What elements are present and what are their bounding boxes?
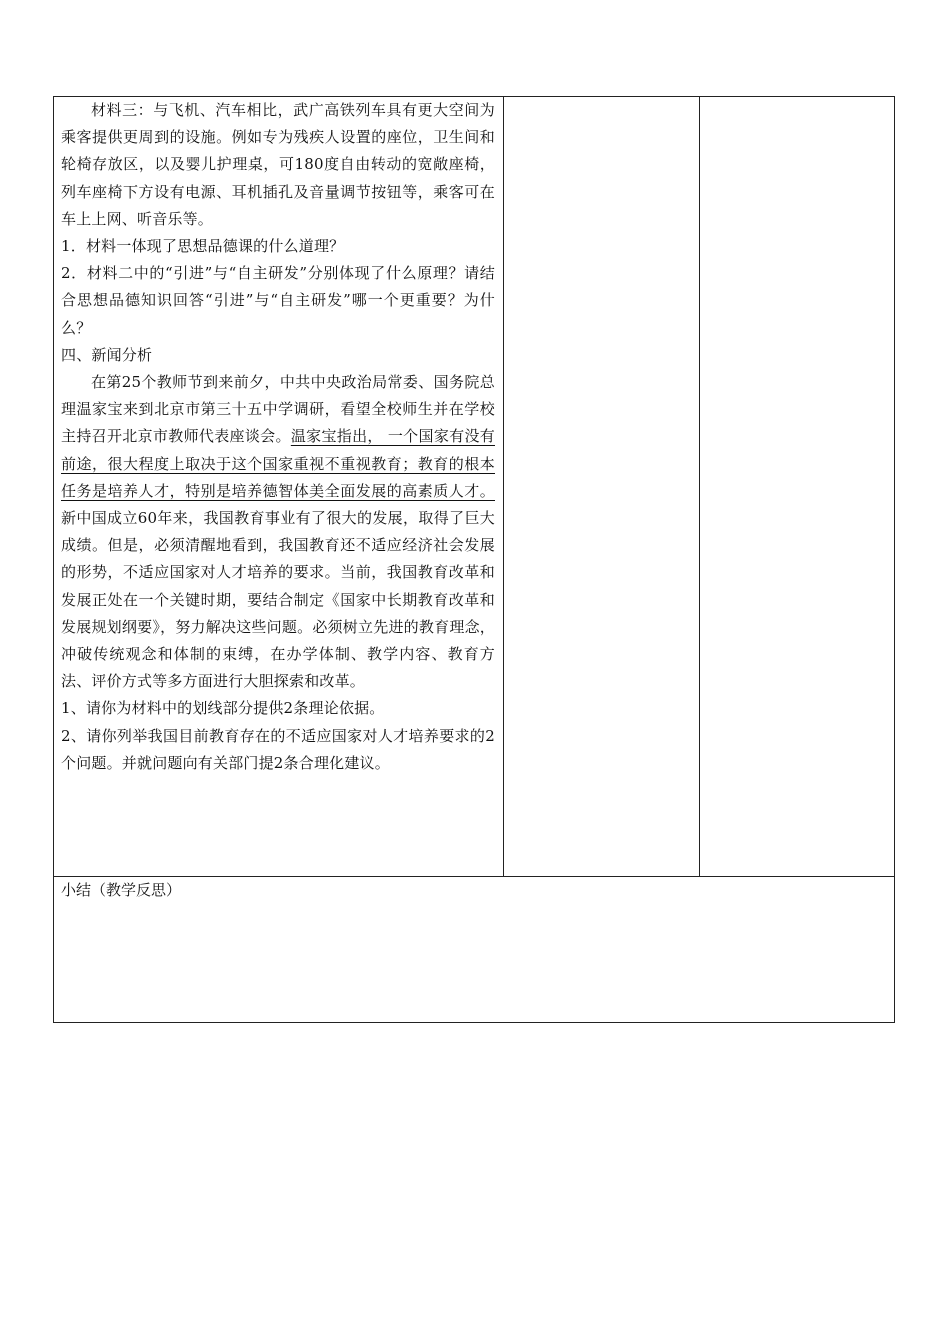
- summary-row: [54, 877, 894, 1022]
- content-row: [54, 97, 894, 877]
- question-1: 1．材料一体现了思想品德课的什么道理？: [61, 237, 345, 256]
- lesson-table: [53, 96, 895, 1023]
- news-text-before: 在第25个教师节到来前夕，中共中央政治局常委、国务院总理温家宝来到北京市第三十五中学调研，看望全校师生并在学校主持召开北京市教师代表座谈会。: [61, 373, 495, 446]
- news-text-underlined: 温家宝指出， 一个国家有没有前途，很大程度上取决于这个国家重视不重视教育；教育的根本任务是培养人才，特别是培养德智体美全面发展的高素质人才。: [61, 427, 495, 500]
- summary-label: 小结（教学反思）: [61, 881, 182, 899]
- news-question-1: 1、请你为材料中的划线部分提供2条理论依据。: [61, 699, 385, 718]
- question-2: 2．材料二中的“引进”与“自主研发”分别体现了什么原理？请结合思想品德知识回答“引进”与“自主研发”哪一个更重要？为什么？: [61, 264, 495, 337]
- section-four-heading: 四、新闻分析: [61, 345, 153, 364]
- middle-empty-cell: [504, 97, 700, 876]
- news-question-2: 2、请你列举我国目前教育存在的不适应国家对人才培养要求的2个问题。并就问题向有关部门提2条合理化建议。: [61, 726, 495, 772]
- content-cell: [54, 97, 504, 876]
- material-three-paragraph: 材料三：与飞机、汽车相比，武广高铁列车具有更大空间为乘客提供更周到的设施。例如专为残疾人设置的座位，卫生间和轮椅存放区，以及婴儿护理桌，可180度自由转动的宽敞座椅，列车座椅下方设有电源、耳机插孔及音量调节按钮等，乘客可在车上上网、听音乐等。: [61, 101, 495, 228]
- right-empty-cell: [700, 97, 894, 876]
- news-text-after: 新中国成立60年来，我国教育事业有了很大的发展，取得了巨大成绩。但是，必须清醒地看到，我国教育还不适应经济社会发展的形势，不适应国家对人才培养的要求。当前，我国教育改革和发展正处在一个关键时期，要结合制定《国家中长期教育改革和发展规划纲要》，努力解决这些问题。必须树立先进的教育理念，冲破传统观念和体制的束缚，在办学体制、教学内容、教育方法、评价方式等多方面进行大胆探索和改革。: [61, 509, 495, 691]
- news-paragraph: [61, 369, 495, 695]
